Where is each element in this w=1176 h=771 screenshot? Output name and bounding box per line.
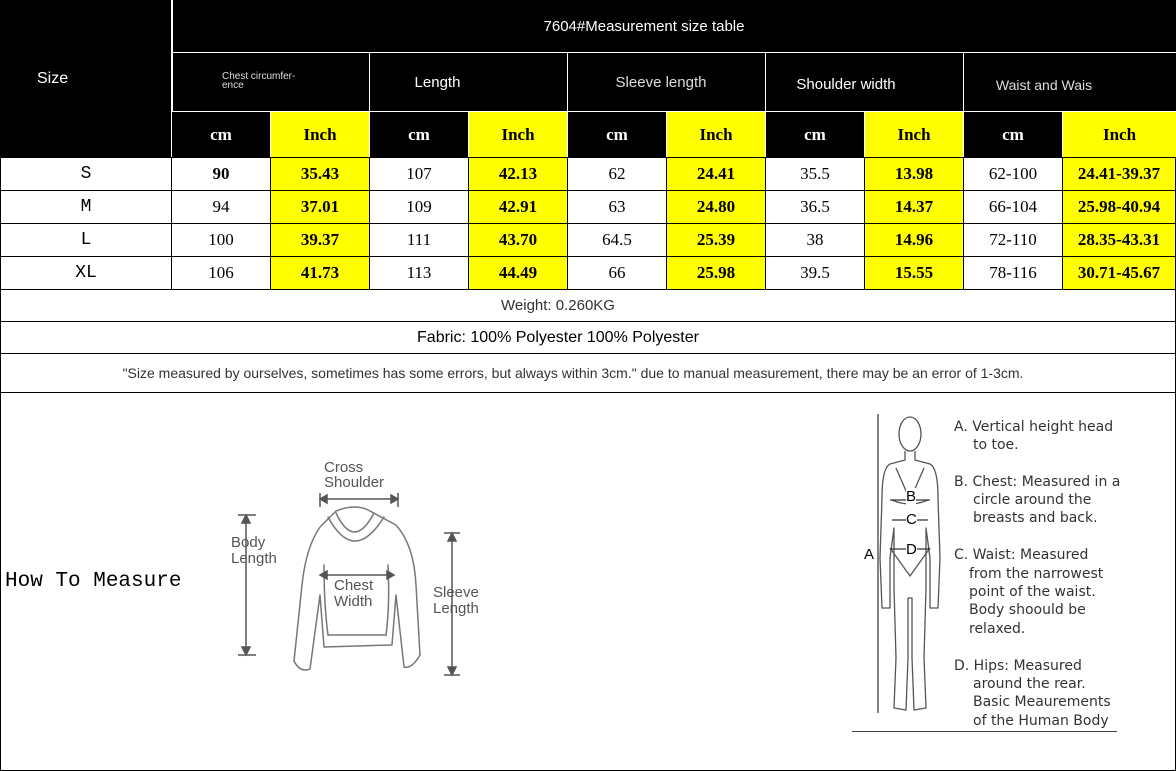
body-letter-a: A bbox=[864, 546, 875, 563]
legend-b-1: B. Chest: Measured in a bbox=[954, 474, 1121, 490]
legend-d-4: of the Human Body bbox=[973, 713, 1109, 729]
cell-inch: 28.35-43.31 bbox=[1062, 223, 1176, 257]
measure-legend bbox=[954, 418, 1154, 738]
cell-cm: 64.5 bbox=[567, 223, 667, 257]
unit-inch bbox=[667, 112, 765, 157]
data-rows bbox=[0, 157, 1176, 289]
legend-a-2: to toe. bbox=[973, 437, 1019, 453]
cell-inch: 30.71-45.67 bbox=[1062, 256, 1176, 290]
cell-inch: 42.91 bbox=[468, 190, 568, 224]
cell-inch: 25.98-40.94 bbox=[1062, 190, 1176, 224]
unit-inch bbox=[271, 112, 369, 157]
group-chest bbox=[172, 53, 369, 112]
unit-cm-label: cm bbox=[804, 124, 826, 144]
cell-inch: 41.73 bbox=[270, 256, 370, 290]
group-length: Length bbox=[414, 74, 461, 91]
cell-inch: 13.98 bbox=[864, 157, 964, 191]
unit-cm-label: cm bbox=[210, 124, 232, 144]
legend-a-1: A. Vertical height head bbox=[954, 419, 1114, 435]
unit-inch-label: Inch bbox=[303, 124, 337, 144]
unit-cm bbox=[765, 112, 865, 157]
label-cross: Cross bbox=[324, 459, 364, 476]
label-shoulder: Shoulder bbox=[324, 474, 385, 491]
cell-cm: 72-110 bbox=[963, 223, 1063, 257]
cell-cm: 113 bbox=[369, 256, 469, 290]
label-chest: Chest bbox=[334, 577, 374, 594]
how-to-title: How To Measure bbox=[5, 570, 182, 593]
unit-inch-label: Inch bbox=[1102, 124, 1137, 144]
label-sleeve-length: Length bbox=[433, 600, 479, 617]
cell-inch: 24.80 bbox=[666, 190, 766, 224]
cell-cm: 62 bbox=[567, 157, 667, 191]
cell-inch: 25.98 bbox=[666, 256, 766, 290]
cell-cm: 39.5 bbox=[765, 256, 865, 290]
cell-cm: 38 bbox=[765, 223, 865, 257]
legend-c-3: point of the waist. bbox=[969, 584, 1096, 600]
unit-cm-label: cm bbox=[606, 124, 628, 144]
cell-cm: 36.5 bbox=[765, 190, 865, 224]
label-body: Body bbox=[231, 534, 266, 551]
cell-inch: 24.41-39.37 bbox=[1062, 157, 1176, 191]
legend-c-4: Body shoould be bbox=[969, 602, 1086, 618]
unit-cm-label: cm bbox=[408, 124, 430, 144]
body-letter-b: B bbox=[906, 488, 917, 505]
cell-inch: 14.37 bbox=[864, 190, 964, 224]
cell-inch: 37.01 bbox=[270, 190, 370, 224]
cell-cm: 63 bbox=[567, 190, 667, 224]
legend-d-2: around the rear. bbox=[973, 676, 1086, 692]
unit-inch-label: Inch bbox=[699, 124, 733, 144]
legend-b-3: breasts and back. bbox=[973, 510, 1098, 526]
cell-inch: 14.96 bbox=[864, 223, 964, 257]
fabric-row: Fabric: 100% Polyester 100% Polyester bbox=[0, 321, 1176, 354]
table-title: 7604#Measurement size table bbox=[543, 18, 745, 35]
legend-d-1: D. Hips: Measured bbox=[954, 658, 1082, 674]
cell-cm: 90 bbox=[171, 157, 271, 191]
group-sleeve: Sleeve length bbox=[615, 74, 707, 91]
legend-c-2: from the narrowest bbox=[969, 566, 1104, 582]
cell-inch: 15.55 bbox=[864, 256, 964, 290]
cell-cm: 66 bbox=[567, 256, 667, 290]
group-waist: Waist and Wais bbox=[995, 76, 1093, 93]
unit-inch-label: Inch bbox=[501, 124, 535, 144]
sweater-illustration bbox=[228, 455, 488, 695]
cell-inch: 42.13 bbox=[468, 157, 568, 191]
cell-cm: 111 bbox=[369, 223, 469, 257]
note-row: "Size measured by ourselves, sometimes has some errors, but always within 3cm." due to manual measurement, there may be an error of 1-3cm. bbox=[0, 353, 1176, 393]
unit-cm-label: cm bbox=[1002, 124, 1024, 144]
cell-cm: 35.5 bbox=[765, 157, 865, 191]
legend-b-2: circle around the bbox=[973, 492, 1092, 508]
label-width: Width bbox=[334, 593, 373, 610]
label-sleeve: Sleeve bbox=[433, 584, 479, 601]
cell-inch: 44.49 bbox=[468, 256, 568, 290]
label-length: Length bbox=[231, 550, 277, 567]
unit-inch bbox=[865, 112, 963, 157]
legend-c-5: relaxed. bbox=[969, 621, 1026, 637]
table-row bbox=[0, 190, 1176, 223]
cell-inch: 39.37 bbox=[270, 223, 370, 257]
unit-cm bbox=[369, 112, 469, 157]
row-size: L bbox=[0, 223, 172, 257]
sweater-diagram bbox=[228, 455, 488, 695]
size-header: Size bbox=[37, 69, 69, 87]
cell-cm: 78-116 bbox=[963, 256, 1063, 290]
weight-row: Weight: 0.260KG bbox=[0, 289, 1176, 322]
unit-inch-label: Inch bbox=[897, 124, 931, 144]
row-size: M bbox=[0, 190, 172, 224]
body-figure-illustration bbox=[850, 408, 950, 738]
group-chest-label-2: ence bbox=[222, 80, 244, 91]
cell-cm: 106 bbox=[171, 256, 271, 290]
group-chest-label-1: Chest circumfer- bbox=[222, 71, 296, 82]
row-size: XL bbox=[0, 256, 172, 290]
unit-inch bbox=[469, 112, 567, 157]
legend-underline bbox=[852, 731, 1117, 732]
cell-cm: 66-104 bbox=[963, 190, 1063, 224]
cell-inch: 43.70 bbox=[468, 223, 568, 257]
unit-cm bbox=[963, 112, 1063, 157]
unit-cm bbox=[567, 112, 667, 157]
table-row bbox=[0, 157, 1176, 190]
unit-row bbox=[172, 112, 1176, 157]
unit-inch bbox=[1063, 112, 1176, 157]
body-diagram bbox=[850, 408, 950, 738]
unit-cm bbox=[172, 112, 271, 157]
cell-cm: 107 bbox=[369, 157, 469, 191]
body-letter-d: D bbox=[906, 541, 917, 558]
table-row bbox=[0, 223, 1176, 256]
cell-inch: 24.41 bbox=[666, 157, 766, 191]
body-letter-c: C bbox=[906, 511, 917, 528]
cell-cm: 94 bbox=[171, 190, 271, 224]
cell-inch: 25.39 bbox=[666, 223, 766, 257]
cell-cm: 62-100 bbox=[963, 157, 1063, 191]
cell-inch: 35.43 bbox=[270, 157, 370, 191]
cell-cm: 100 bbox=[171, 223, 271, 257]
group-shoulder: Shoulder width bbox=[796, 76, 896, 93]
cell-cm: 109 bbox=[369, 190, 469, 224]
legend-c-1: C. Waist: Measured bbox=[954, 547, 1089, 563]
legend-d-3: Basic Meaurements bbox=[973, 694, 1111, 710]
table-row bbox=[0, 256, 1176, 289]
row-size: S bbox=[0, 157, 172, 191]
